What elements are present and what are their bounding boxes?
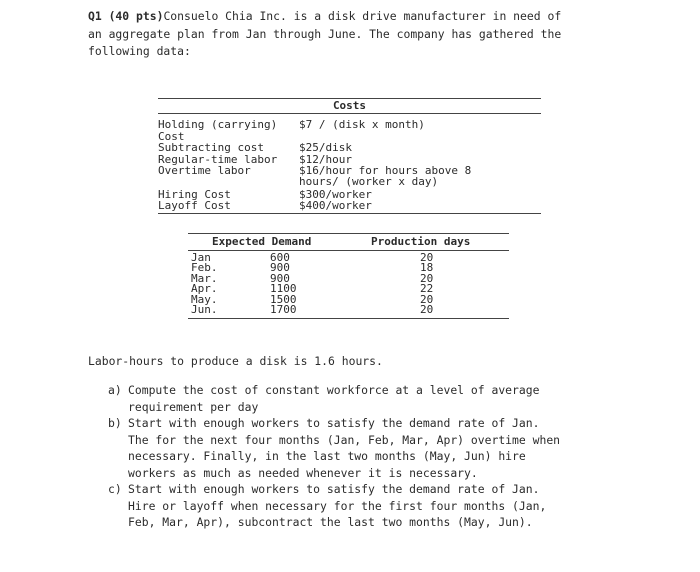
- costs-row-overtime-cont: [158, 176, 541, 187]
- costs-bottom-rule: [158, 213, 541, 214]
- demand-cell: 1700: [270, 303, 297, 317]
- question-item-a: [108, 382, 618, 415]
- days-cell: 20: [420, 271, 434, 285]
- question-item-b: [108, 415, 618, 481]
- labor-hours-line: Labor-hours to produce a disk is 1.6 hours.: [88, 354, 383, 368]
- item-line: Start with enough workers to satisfy the demand rate of Jan.: [128, 482, 540, 496]
- days-cell: 18: [420, 261, 434, 275]
- costs-rows: [158, 114, 541, 211]
- costs-row-layoff: [158, 200, 541, 211]
- costs-value: $12/hour: [299, 152, 352, 166]
- costs-value: $400/worker: [299, 199, 372, 213]
- costs-label: Regular-time labor: [158, 152, 278, 166]
- costs-value: $7 / (disk x month): [299, 118, 425, 132]
- costs-value: $25/disk: [299, 141, 352, 155]
- question-line-3: following data:: [88, 44, 191, 58]
- demand-cell: 1100: [270, 282, 297, 296]
- month-column: [191, 253, 218, 315]
- question-line-2: an aggregate plan from Jan through June. The company has gathered the: [88, 26, 562, 41]
- item-line: workers as much as needed whenever it is necessary.: [128, 465, 478, 480]
- costs-value: hours/ (worker x day): [299, 175, 439, 189]
- question-header: [88, 8, 628, 61]
- item-marker: a): [108, 383, 122, 397]
- costs-label: Subtracting cost: [158, 141, 264, 155]
- demand-header-row: [188, 233, 509, 251]
- item-line: Start with enough workers to satisfy the demand rate of Jan.: [128, 416, 540, 430]
- costs-label: Layoff Cost: [158, 199, 231, 213]
- costs-value: $300/worker: [299, 187, 372, 201]
- demand-cell: 900: [270, 271, 290, 285]
- month-cell: May.: [191, 292, 218, 306]
- item-line: The for the next four months (Jan, Feb, Mar, Apr) overtime when: [128, 432, 561, 447]
- question-number: Q1 (40 pts): [88, 9, 164, 23]
- month-cell: Jun.: [191, 303, 218, 317]
- question-line-1: [88, 8, 628, 26]
- days-cell: 20: [420, 251, 434, 264]
- days-cell: 20: [420, 303, 434, 317]
- demand-column: [270, 253, 297, 315]
- costs-table: [158, 98, 541, 214]
- item-line: Feb, Mar, Apr), subcontract the last two months (May, Jun).: [128, 515, 533, 529]
- demand-cell: 900: [270, 261, 290, 275]
- month-cell: Apr.: [191, 282, 218, 296]
- month-cell: Jan: [191, 251, 211, 264]
- costs-label: Cost: [158, 129, 185, 143]
- demand-cell: 600: [270, 251, 290, 264]
- costs-label: Overtime labor: [158, 164, 251, 178]
- days-cell: 20: [420, 292, 434, 306]
- question-item-c: [108, 481, 618, 531]
- days-cell: 22: [420, 282, 434, 296]
- demand-cell: 1500: [270, 292, 297, 306]
- costs-label: Holding (carrying): [158, 118, 278, 132]
- demand-bottom-rule: [188, 318, 509, 319]
- demand-header: Expected Demand: [212, 235, 312, 248]
- costs-row-subtracting: [158, 142, 541, 153]
- header-line-1-text: Consuelo Chia Inc. is a disk drive manufacturer in need of: [163, 9, 562, 23]
- item-line: Hire or layoff when necessary for the first four months (Jan,: [128, 498, 547, 513]
- item-line: requirement per day: [128, 399, 259, 414]
- item-marker: b): [108, 416, 122, 430]
- item-line: necessary. Finally, in the last two months (May, Jun) hire: [128, 449, 526, 463]
- costs-title: Costs: [332, 99, 367, 112]
- item-line: Compute the cost of constant workforce at a level of average: [128, 383, 540, 397]
- month-cell: Feb.: [191, 261, 218, 275]
- production-days-header: Production days: [371, 235, 471, 248]
- item-marker: c): [108, 482, 122, 496]
- days-column: [420, 253, 433, 315]
- costs-label: Hiring Cost: [158, 187, 231, 201]
- costs-row-holding: [158, 119, 541, 130]
- demand-table: [188, 233, 509, 317]
- month-cell: Mar.: [191, 271, 218, 285]
- question-list: [108, 382, 618, 531]
- costs-value: $16/hour for hours above 8: [299, 164, 472, 178]
